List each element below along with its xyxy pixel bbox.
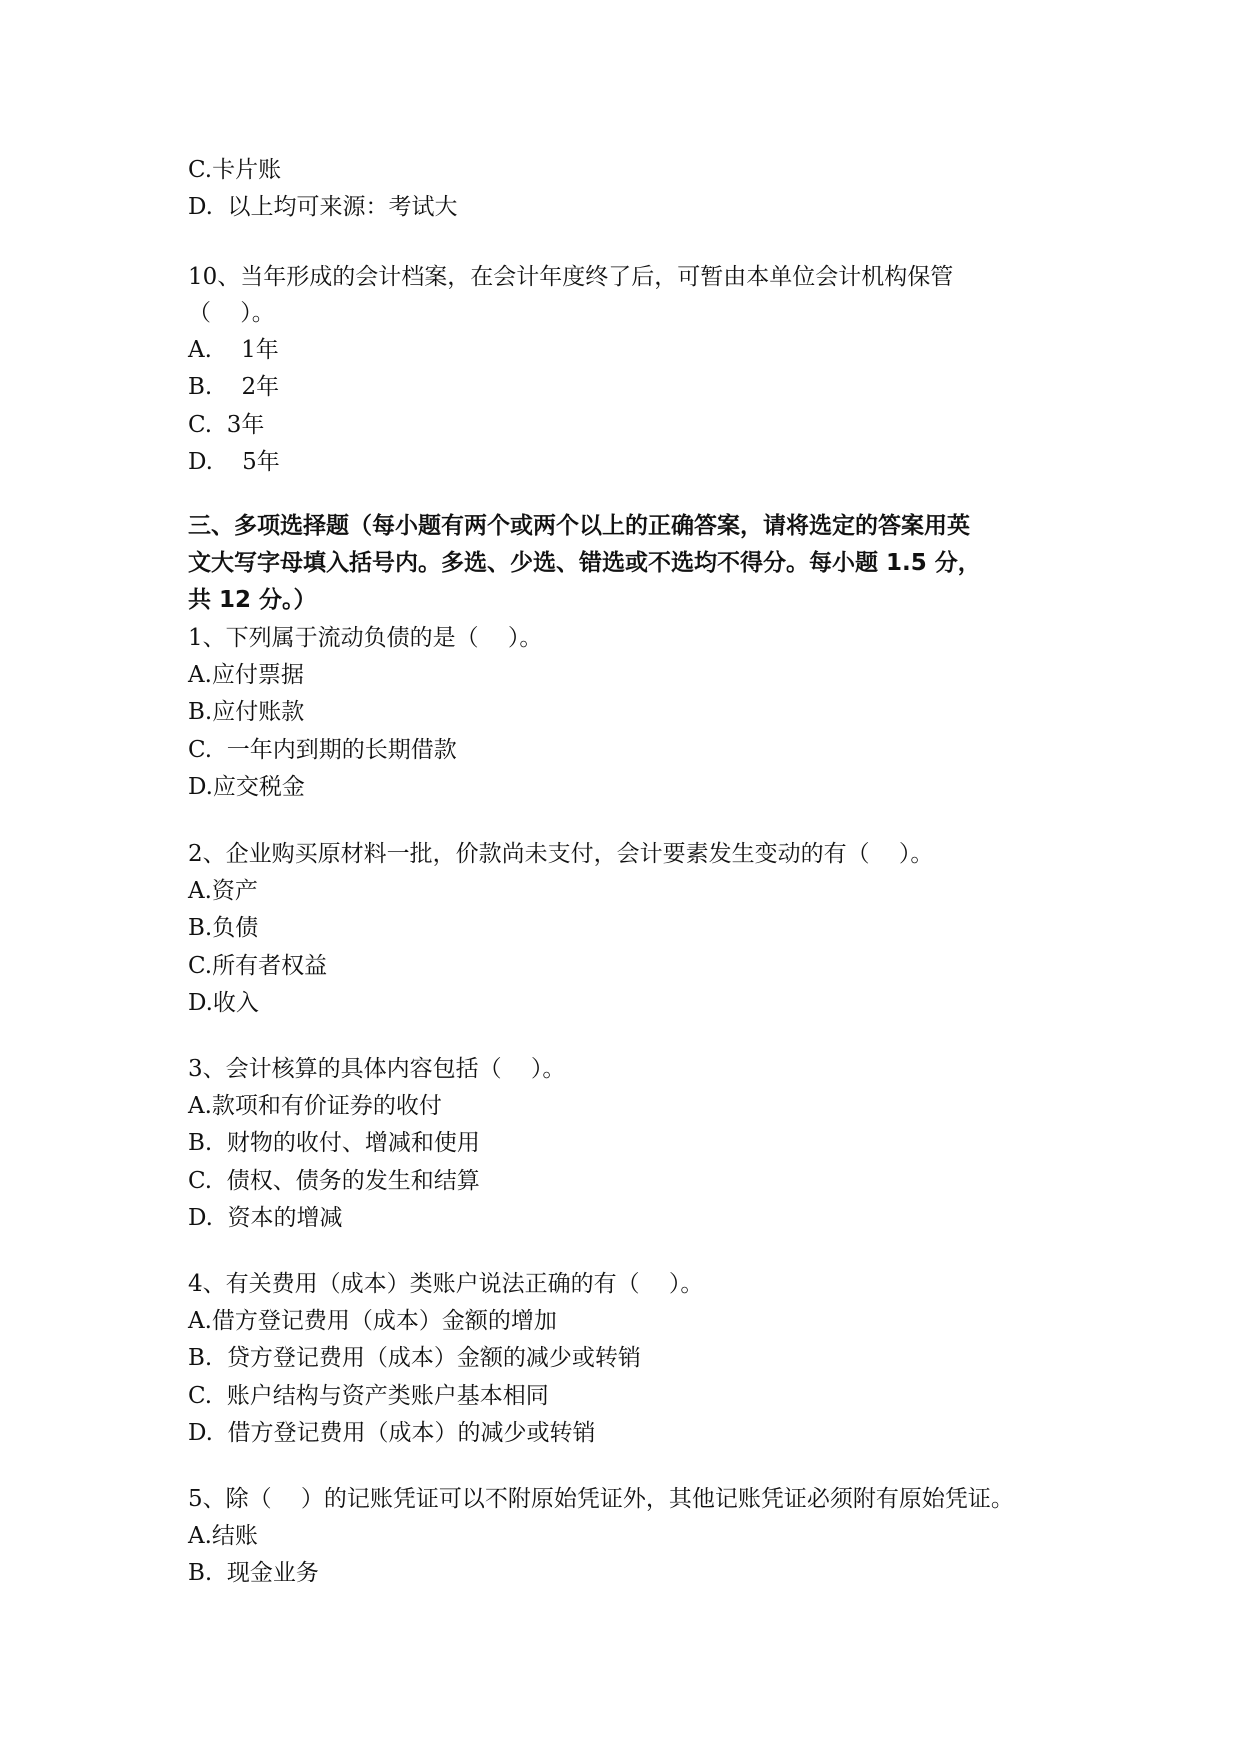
question-4-option-c: C. 账户结构与资产类账户基本相同	[188, 1383, 549, 1409]
question-10-option-d: D. 5年	[188, 449, 280, 475]
question-5-option-b: B. 现金业务	[188, 1560, 319, 1586]
question-2-option-c: C.所有者权益	[188, 953, 328, 979]
question-10-stem-line2: （ ）。	[188, 300, 275, 326]
question-10-stem-line1: 10、当年形成的会计档案，在会计年度终了后，可暂由本单位会计机构保管	[188, 264, 954, 290]
section-3-heading-line3: 共 12 分。）	[188, 587, 317, 613]
question-4-stem: 4、有关费用（成本）类账户说法正确的有（ ）。	[188, 1271, 704, 1297]
question-10-option-b: B. 2年	[188, 374, 280, 400]
question-2-option-b: B.负债	[188, 915, 259, 941]
question-2-option-a: A.资产	[188, 878, 258, 904]
option-c-card-ledger: C.卡片账	[188, 157, 282, 183]
question-3-option-b: B. 财物的收付、增减和使用	[188, 1130, 480, 1156]
question-2-stem: 2、企业购买原材料一批，价款尚未支付，会计要素发生变动的有（ ）。	[188, 841, 934, 867]
option-d-all-above: D. 以上均可来源：考试大	[188, 194, 458, 220]
question-10-option-c: C. 3年	[188, 412, 265, 438]
question-1-option-c: C. 一年内到期的长期借款	[188, 737, 457, 763]
question-3-stem: 3、会计核算的具体内容包括（ ）。	[188, 1056, 566, 1082]
question-1-option-d: D.应交税金	[188, 774, 305, 800]
question-1-option-a: A.应付票据	[188, 662, 304, 688]
section-3-heading-line1: 三、多项选择题（每小题有两个或两个以上的正确答案，请将选定的答案用英	[188, 513, 970, 539]
question-5-stem: 5、除（ ）的记账凭证可以不附原始凭证外，其他记账凭证必须附有原始凭证。	[188, 1486, 1014, 1512]
question-4-option-d: D. 借方登记费用（成本）的减少或转销	[188, 1420, 596, 1446]
question-2-option-d: D.收入	[188, 990, 259, 1016]
question-1-option-b: B.应付账款	[188, 699, 305, 725]
question-3-option-d: D. 资本的增减	[188, 1205, 343, 1231]
question-10-option-a: A. 1年	[188, 337, 279, 363]
section-3-heading-line2: 文大写字母填入括号内。多选、少选、错选或不选均不得分。每小题 1.5 分，	[188, 550, 981, 576]
question-1-stem: 1、下列属于流动负债的是（ ）。	[188, 625, 543, 651]
question-4-option-b: B. 贷方登记费用（成本）金额的减少或转销	[188, 1345, 641, 1371]
question-4-option-a: A.借方登记费用（成本）金额的增加	[188, 1308, 557, 1334]
question-3-option-a: A.款项和有价证券的收付	[188, 1093, 442, 1119]
question-3-option-c: C. 债权、债务的发生和结算	[188, 1168, 480, 1194]
question-5-option-a: A.结账	[188, 1523, 258, 1549]
